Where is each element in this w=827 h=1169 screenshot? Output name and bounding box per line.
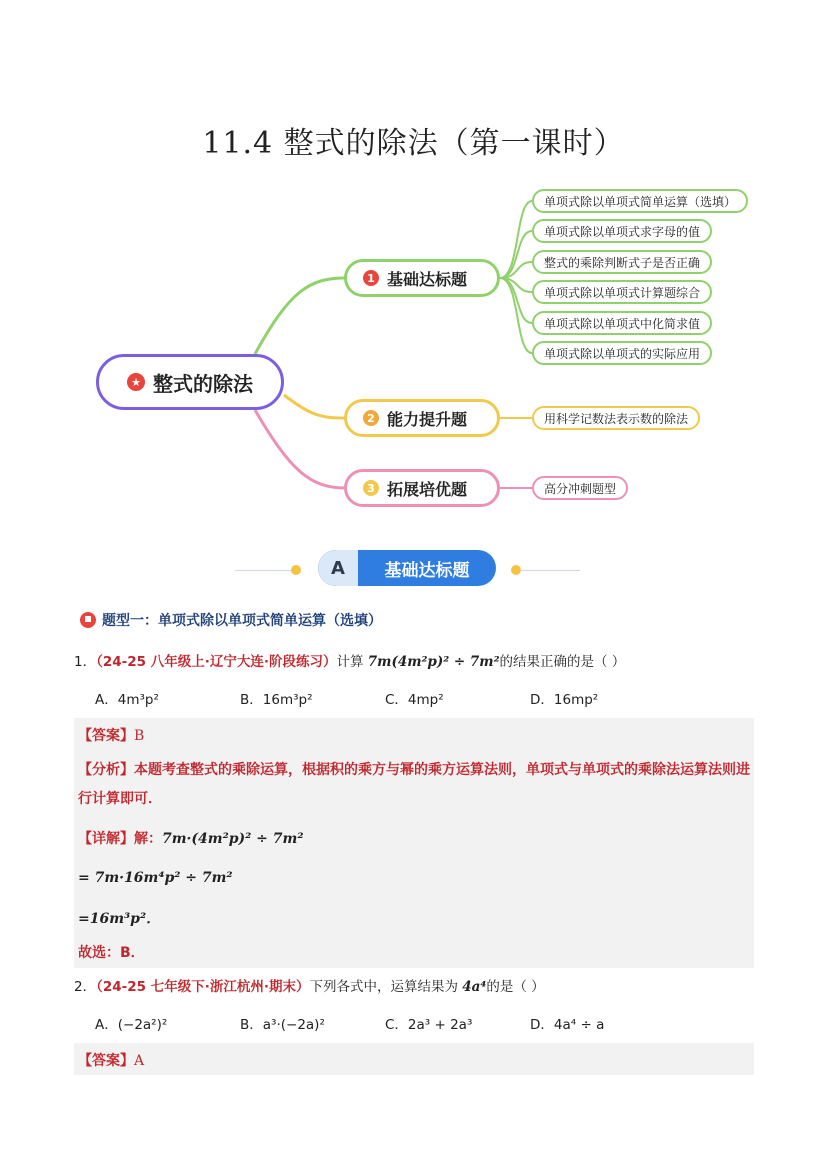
number-badge-icon: 2 xyxy=(363,410,379,426)
leaf-item: 单项式除以单项式计算题综合 xyxy=(532,280,712,304)
answer-block xyxy=(74,718,754,968)
option-c: C．2a³ + 2a³ xyxy=(385,1017,473,1033)
choice-text: 故选：B． xyxy=(78,945,145,961)
detail-label: 【详解】解： xyxy=(78,831,162,847)
options-row xyxy=(95,688,675,708)
answer-line xyxy=(78,725,144,745)
question-text: 的结果正确的是（ ） xyxy=(499,654,626,670)
leaf-item: 单项式除以单项式的实际应用 xyxy=(532,341,712,365)
analysis-text: 【分析】本题考查整式的乘除运算，根据积的乘方与幂的乘方运算法则，单项式与单项式的乘除法运算法则进行计算即可． xyxy=(78,762,750,807)
section-letter: A xyxy=(318,550,358,586)
question-source: （24-25 八年级上·辽宁大连·阶段练习） xyxy=(96,654,337,670)
branch-extension xyxy=(344,469,500,507)
number-badge-icon: 3 xyxy=(363,480,379,496)
answer-label: 【答案】 xyxy=(78,728,134,744)
question-text: 下列各式中，运算结果为 xyxy=(309,979,458,995)
option-a: A．4m³p² xyxy=(95,692,159,708)
step-2: = 7m·16m⁴p² ÷ 7m² xyxy=(78,870,233,886)
question-2 xyxy=(74,975,545,995)
option-b: B．16m³p² xyxy=(240,692,313,708)
option-c: C．4mp² xyxy=(385,692,444,708)
dot-icon xyxy=(291,565,301,575)
section-header xyxy=(0,548,827,588)
branch-label: 基础达标题 xyxy=(387,269,468,289)
divider xyxy=(520,570,580,571)
leaf-item: 高分冲刺题型 xyxy=(532,476,628,500)
answer-block xyxy=(74,1043,754,1075)
divider xyxy=(235,570,295,571)
option-b: B．a³·(−2a)² xyxy=(240,1017,325,1033)
leaf-item: 整式的乘除判断式子是否正确 xyxy=(532,250,712,274)
mindmap-root xyxy=(96,354,284,410)
question-number: 1． xyxy=(74,654,97,670)
step-1: 7m·(4m²p)² ÷ 7m² xyxy=(162,831,304,847)
leaf-item: 单项式除以单项式中化简求值 xyxy=(532,311,712,335)
answer-label: 【答案】 xyxy=(78,1053,134,1069)
flag-icon xyxy=(80,612,96,628)
question-type-label: 题型一：单项式除以单项式简单运算（选填） xyxy=(102,613,382,629)
leaf-item: 用科学记数法表示数的除法 xyxy=(532,406,700,430)
star-icon: ★ xyxy=(127,373,145,391)
branch-advanced xyxy=(344,399,500,437)
number-badge-icon: 1 xyxy=(363,270,379,286)
question-number: 2． xyxy=(74,979,97,995)
option-d: D．4a⁴ ÷ a xyxy=(530,1017,605,1033)
option-a: A．(−2a²)² xyxy=(95,1017,168,1033)
branch-label: 拓展培优题 xyxy=(387,479,468,499)
answer-value: A xyxy=(134,1053,145,1069)
options-row xyxy=(95,1013,675,1033)
option-d: D．16mp² xyxy=(530,692,599,708)
answer-line xyxy=(78,1050,144,1070)
section-label: 基础达标题 xyxy=(384,560,470,581)
question-expression: 7m(4m²p)² ÷ 7m² xyxy=(367,654,500,670)
question-expression: 4a⁴ xyxy=(462,979,487,995)
answer-value: B xyxy=(134,728,145,744)
question-1 xyxy=(74,650,625,670)
mindmap-root-label: 整式的除法 xyxy=(153,371,253,396)
step-3: =16m³p²． xyxy=(78,911,161,927)
detail-line xyxy=(78,828,303,848)
leaf-item: 单项式除以单项式简单运算（选填） xyxy=(532,189,748,213)
question-source: （24-25 七年级下·浙江杭州·期末） xyxy=(96,979,310,995)
branch-label: 能力提升题 xyxy=(387,409,468,429)
branch-basic xyxy=(344,259,500,297)
question-text: 计算 xyxy=(336,654,364,670)
section-pill xyxy=(318,550,496,586)
question-type xyxy=(80,610,382,630)
page-title: 11.4 整式的除法（第一课时） xyxy=(202,126,625,161)
leaf-item: 单项式除以单项式求字母的值 xyxy=(532,219,712,243)
question-text: 的是（ ） xyxy=(486,979,545,995)
